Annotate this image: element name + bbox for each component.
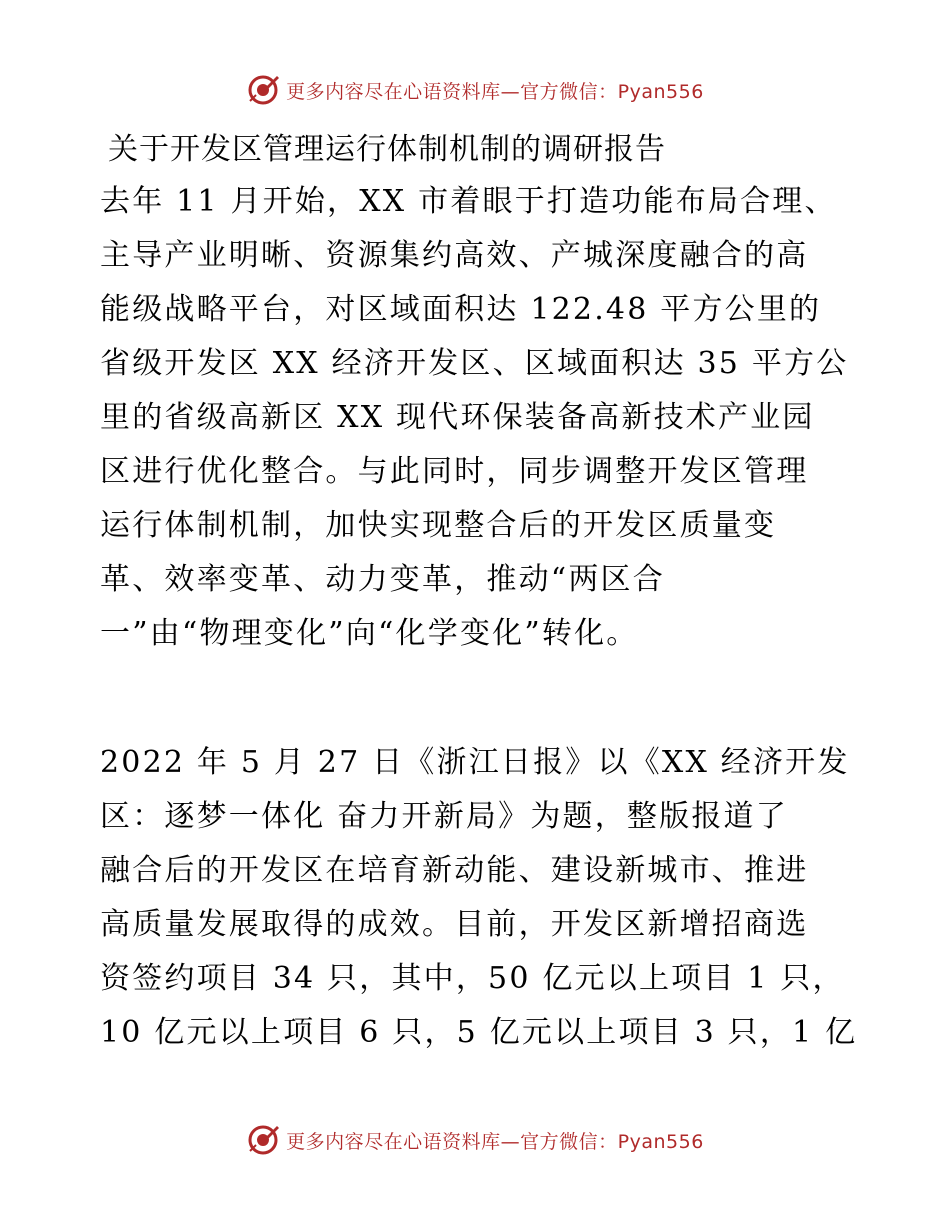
paragraph-line: 主导产业明晰、资源集约高效、产城深度融合的高 <box>100 238 809 273</box>
paragraph-line: 融合后的开发区在培育新动能、建设新城市、推进 <box>100 853 809 888</box>
header-banner-text: 更多内容尽在心语资料库—官方微信：Pyan556 <box>286 80 704 103</box>
paragraph-line: 能级战略平台，对区域面积达 122.48 平方公里的 <box>100 292 822 327</box>
paragraph-line: 10 亿元以上项目 6 只，5 亿元以上项目 3 只，1 亿 <box>100 1015 858 1050</box>
footer-banner <box>0 1120 950 1160</box>
paragraph-line: 运行体制机制，加快实现整合后的开发区质量变 <box>100 508 777 543</box>
paragraph-1 <box>100 175 850 661</box>
paragraph-line: 里的省级高新区 XX 现代环保装备高新技术产业园 <box>100 400 815 435</box>
paragraph-line: 区进行优化整合。与此同时，同步调整开发区管理 <box>100 454 809 489</box>
paragraph-line: 区：逐梦一体化 奋力开新局》为题，整版报道了 <box>100 799 788 834</box>
quill-logo-icon <box>246 1123 280 1157</box>
quill-logo-icon <box>246 73 280 107</box>
paragraph-line: 一”由“物理变化”向“化学变化”转化。 <box>100 616 639 651</box>
paragraph-line: 省级开发区 XX 经济开发区、区域面积达 35 平方公 <box>100 346 849 381</box>
header-banner <box>0 70 950 110</box>
paragraph-line: 资签约项目 34 只，其中，50 亿元以上项目 1 只， <box>100 961 845 996</box>
footer-banner-text: 更多内容尽在心语资料库—官方微信：Pyan556 <box>286 1130 704 1153</box>
document-title: 关于开发区管理运行体制机制的调研报告 <box>108 132 666 167</box>
paragraph-2 <box>100 736 858 1060</box>
paragraph-line: 2022 年 5 月 27 日《浙江日报》以《XX 经济开发 <box>100 745 850 780</box>
paragraph-line: 革、效率变革、动力变革，推动“两区合 <box>100 562 665 597</box>
paragraph-line: 高质量发展取得的成效。目前，开发区新增招商选 <box>100 907 809 942</box>
paragraph-line: 去年 11 月开始，XX 市着眼于打造功能布局合理、 <box>100 184 837 219</box>
